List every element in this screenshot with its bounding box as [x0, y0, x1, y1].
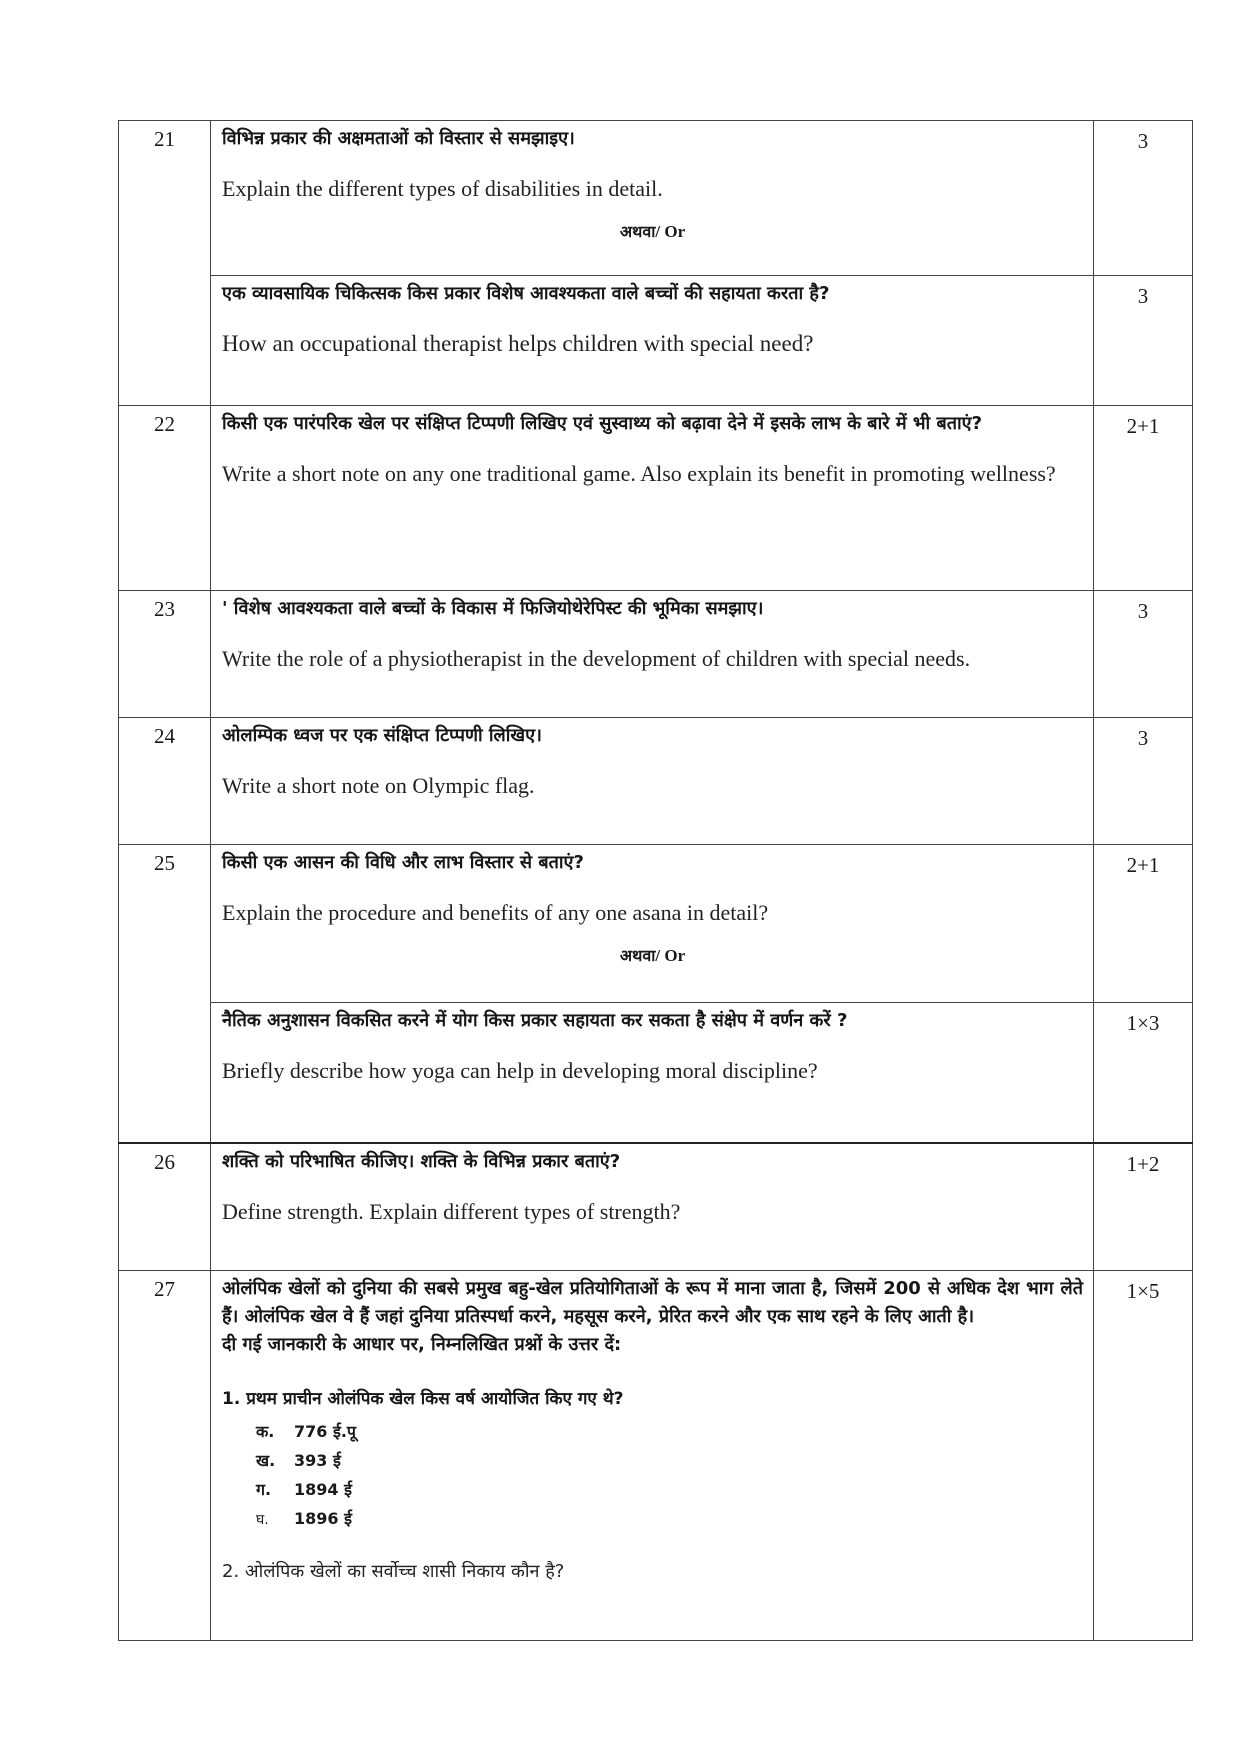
question-row-21-alt [119, 276, 1193, 406]
question-row-26 [119, 1143, 1193, 1271]
option-text: 776 ई.पू [294, 1422, 356, 1441]
question-cell [211, 276, 1094, 406]
question-hindi: शक्ति को परिभाषित कीजिए। शक्ति के विभिन्न प्रकार बताएं? [222, 1151, 621, 1172]
question-row-25 [119, 845, 1193, 1003]
question-number: 25 [119, 845, 211, 1144]
question-cell [211, 1143, 1094, 1271]
option-label: ख. [256, 1451, 276, 1470]
option-c [256, 1475, 1083, 1504]
question-table [118, 120, 1193, 1641]
option-label: घ. [256, 1512, 269, 1528]
question-english: Explain the procedure and benefits of any one asana in detail? [222, 900, 769, 925]
or-hindi: अथवा [619, 946, 656, 965]
marks: 1+2 [1094, 1143, 1193, 1271]
or-separator [222, 944, 1083, 966]
question-row-23 [119, 591, 1193, 718]
question-cell [211, 718, 1094, 845]
or-separator [222, 220, 1083, 242]
question-cell [211, 1271, 1094, 1641]
question-hindi: ' विशेष आवश्यकता वाले बच्चों के विकास में फिजियोथेरेपिस्ट की भूमिका समझाए। [222, 598, 764, 619]
marks: 3 [1094, 591, 1193, 718]
question-cell [211, 845, 1094, 1003]
instruction-hindi: दी गई जानकारी के आधार पर, निम्नलिखित प्रश्नों के उत्तर दें: [222, 1334, 622, 1355]
question-row-27 [119, 1271, 1193, 1641]
question-hindi: किसी एक आसन की विधि और लाभ विस्तार से बताएं? [222, 852, 584, 873]
option-a [256, 1417, 1083, 1446]
option-text: 1894 ई [294, 1480, 352, 1499]
or-english: / Or [655, 222, 686, 241]
question-english: Briefly describe how yoga can help in developing moral discipline? [222, 1058, 818, 1083]
question-english: Write the role of a physiotherapist in the development of children with special needs. [222, 646, 971, 671]
option-d [256, 1504, 1083, 1533]
sub-question-2: 2. ओलंपिक खेलों का सर्वोच्च शासी निकाय कौन है? [222, 1561, 565, 1582]
question-cell [211, 406, 1094, 591]
question-row-21 [119, 121, 1193, 276]
or-english: / Or [655, 946, 686, 965]
option-label: ग. [256, 1480, 272, 1499]
options-list [256, 1417, 1083, 1533]
or-hindi: अथवा [619, 222, 656, 241]
question-row-25-alt [119, 1003, 1193, 1144]
question-hindi: ओलम्पिक ध्वज पर एक संक्षिप्त टिप्पणी लिखिए। [222, 725, 542, 746]
question-number: 22 [119, 406, 211, 591]
marks: 3 [1094, 121, 1193, 276]
question-number: 26 [119, 1143, 211, 1271]
option-text: 1896 ई [294, 1509, 352, 1528]
question-english: Write a short note on Olympic flag. [222, 773, 535, 798]
question-number: 23 [119, 591, 211, 718]
question-english: Define strength. Explain different types of strength? [222, 1199, 681, 1224]
question-english: Write a short note on any one traditional game. Also explain its benefit in promoting wellness? [222, 461, 1056, 486]
question-hindi: किसी एक पारंपरिक खेल पर संक्षिप्त टिप्पणी लिखिए एवं सुस्वाथ्य को बढ़ावा देने में इसके लाभ के बारे में भी बताएं? [222, 413, 983, 434]
question-number: 21 [119, 121, 211, 406]
question-cell [211, 121, 1094, 276]
passage-hindi: ओलंपिक खेलों को दुनिया की सबसे प्रमुख बहु-खेल प्रतियोगिताओं के रूप में माना जाता है, जिसमें 200 से अधिक देश भाग लेते हैं। ओलंपिक खेल वे हैं जहां दुनिया प्रतिस्पर्धा करने, महसूस करने, प्रेरित करने और एक साथ रहने के लिए आती है। [222, 1278, 1083, 1327]
marks: 2+1 [1094, 406, 1193, 591]
question-row-24 [119, 718, 1193, 845]
question-number: 24 [119, 718, 211, 845]
question-number: 27 [119, 1271, 211, 1641]
marks: 2+1 [1094, 845, 1193, 1003]
question-hindi: विभिन्न प्रकार की अक्षमताओं को विस्तार से समझाइए। [222, 128, 575, 149]
question-english: Explain the different types of disabilities in detail. [222, 176, 663, 201]
marks: 3 [1094, 276, 1193, 406]
question-cell [211, 591, 1094, 718]
option-b [256, 1446, 1083, 1475]
question-english: How an occupational therapist helps children with special need? [222, 331, 814, 356]
question-row-22 [119, 406, 1193, 591]
question-hindi: नैतिक अनुशासन विकसित करने में योग किस प्रकार सहायता कर सकता है संक्षेप में वर्णन करें ? [222, 1010, 848, 1031]
question-cell [211, 1003, 1094, 1144]
option-label: क. [256, 1422, 275, 1441]
marks: 3 [1094, 718, 1193, 845]
sub-question-1: 1. प्रथम प्राचीन ओलंपिक खेल किस वर्ष आयोजित किए गए थे? [222, 1389, 624, 1409]
marks: 1×5 [1094, 1271, 1193, 1641]
option-text: 393 ई [294, 1451, 341, 1470]
marks: 1×3 [1094, 1003, 1193, 1144]
question-hindi: एक व्यावसायिक चिकित्सक किस प्रकार विशेष आवश्यकता वाले बच्चों की सहायता करता है? [222, 283, 830, 304]
